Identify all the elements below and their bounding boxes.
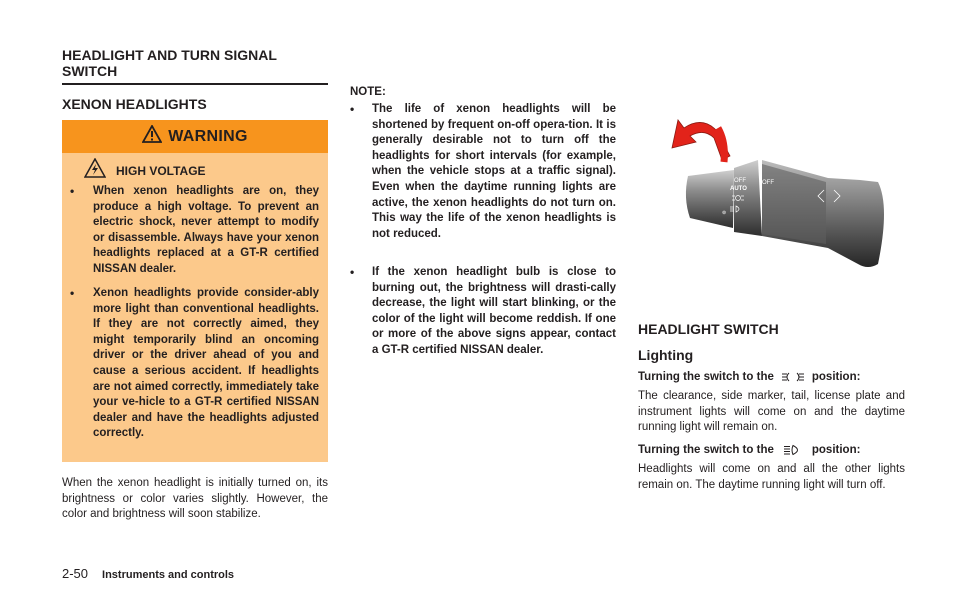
bullet-dot: • [70,184,75,198]
rotation-arrow [672,120,730,162]
intro-paragraph: When the xenon headlight is initially turned on, its brightness or color varies slightly. However, the color and brightness will soon stabilize. [62,477,328,521]
warning-bullet-2: Xenon headlights provide consider-ably more light than conventional headlights. If they are not correctly aimed, they might temporarily blind an oncoming driver or the driver ahead of you and cause a serious accident. If headlights are not aimed correctly, immediately take your ve-hicle to a GT-R certified NISSAN dealer and have the headlights adjusted correctly. [93,287,319,440]
fog-symbol-icon: ⊚ [722,210,727,216]
hazard-row [84,158,206,183]
switch-stalk [686,160,884,267]
position-2-text: Headlights will come on and all the other lights remain on. The daytime running light will turn off. [638,463,905,491]
position-1-heading [638,371,860,383]
chapter-title: Instruments and controls [102,569,235,581]
warning-box [62,120,328,462]
section-title: HEADLIGHT AND TURN SIGNAL SWITCH [62,47,277,79]
section-rule [62,83,328,85]
auto-label: AUTO [730,186,747,192]
note-bullet-1: The life of xenon headlights will be shortened by frequent on-off opera-tion. It is generally desirable not to turn off the headlights for short intervals (for example, when the vehicle stops at a traffic signal). Even when the daytime running lights are active, the xenon headlights do not turn on. This way the life of the xenon headlights is not reduced. [372,103,616,240]
off-label-top: OFF [734,178,746,184]
note-bullet-2: If the xenon headlight bulb is close to burning out, the brightness will drasti-cally decrease, the light will start blinking, or the color of the light will become reddish. If one or more of the above signs appear, contact a GT-R certified NISSAN dealer. [372,266,616,356]
subsection-title: XENON HEADLIGHTS [62,96,207,112]
position-1-text: The clearance, side marker, tail, license plate and instrument lights will come on and the daytime running light will remain on. [638,390,905,434]
page-number: 2-50 [62,566,89,581]
lighting-title: Lighting [638,347,694,363]
headlight-icon [780,444,806,456]
warning-title: WARNING [168,127,248,145]
page-footer [62,566,234,581]
parking-light-icon [780,371,806,383]
position-2-heading [638,444,860,456]
position-2-prefix: Turning the switch to the [638,444,774,456]
position-1-suffix: position: [811,371,861,383]
warning-bullet-1: When xenon headlights are on, they produce a high voltage. To prevent an electric shock, never attempt to modify or disassemble. Always have your xenon headlights replaced at a GT-R certified NISSAN dealer. [93,185,319,275]
headlight-switch-figure [638,86,910,298]
note-label: NOTE: [350,86,386,98]
hazard-label: HIGH VOLTAGE [116,163,206,178]
warning-header [62,120,328,153]
bullet-dot: • [70,286,75,300]
bullet-dot: • [350,102,355,116]
high-voltage-icon [84,158,106,183]
position-1-prefix: Turning the switch to the [638,371,774,383]
position-2-suffix: position: [811,444,861,456]
off-label-side: OFF [762,180,774,186]
headlight-switch-title: HEADLIGHT SWITCH [638,321,779,337]
warning-triangle-icon [142,125,162,148]
bullet-dot: • [350,265,355,279]
